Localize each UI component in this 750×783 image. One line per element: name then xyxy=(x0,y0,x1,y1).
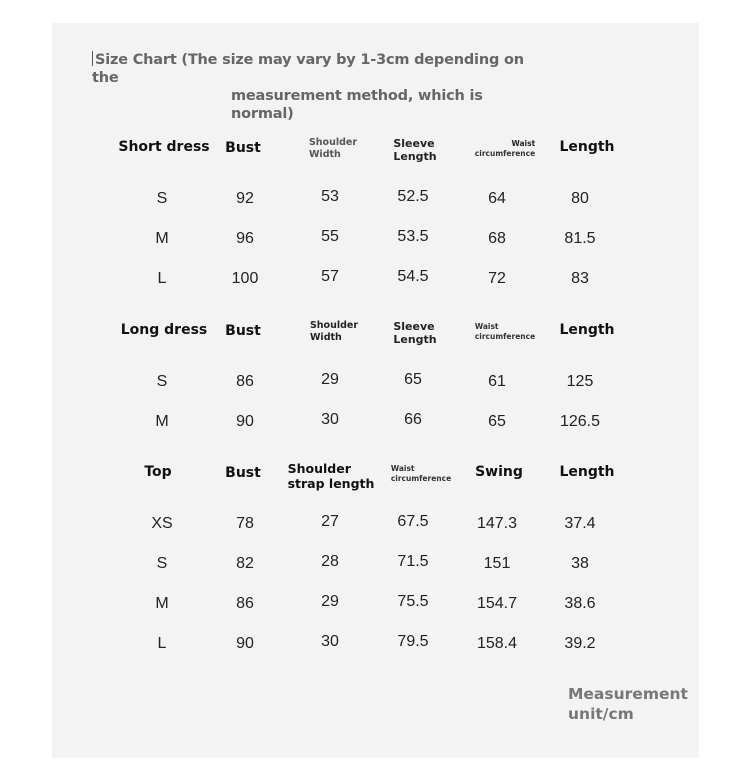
table-cell: 125 xyxy=(566,373,594,390)
table-cell: 151 xyxy=(483,555,511,572)
header-shoulder-word: Shoulder xyxy=(308,137,358,148)
table-cell: 65 xyxy=(404,371,422,388)
table-cell: 61 xyxy=(488,373,506,390)
table-cell: 29 xyxy=(321,371,339,388)
note-line-1: Measurement xyxy=(568,685,688,703)
header-bust: Bust xyxy=(225,323,261,339)
table-cell: 52.5 xyxy=(397,188,429,205)
header-sleeve-length xyxy=(393,137,436,163)
table-cell: 71.5 xyxy=(397,553,429,570)
header-waist-word: Waist xyxy=(511,139,536,148)
header-bust: Bust xyxy=(225,465,261,481)
table-cell: 37.4 xyxy=(564,515,596,532)
table-cell: 27 xyxy=(321,513,339,530)
table-cell: 100 xyxy=(231,270,259,287)
header-width-word: Width xyxy=(308,149,341,160)
table-cell: 57 xyxy=(321,268,339,285)
table-cell: 53 xyxy=(321,188,339,205)
table-cell: 29 xyxy=(321,593,339,610)
title-line-1: Size Chart (The size may vary by 1-3cm depending on the xyxy=(92,52,524,86)
table-cell: 38 xyxy=(571,555,589,572)
note-line-2: unit/cm xyxy=(568,705,634,723)
table-cell: 147.3 xyxy=(476,515,518,532)
table-cell: 38.6 xyxy=(564,595,596,612)
table-cell: 86 xyxy=(236,595,254,612)
table-cell: XS xyxy=(151,515,173,532)
header-sleeve-word: Sleeve xyxy=(393,320,435,333)
table-cell: 126.5 xyxy=(559,413,601,430)
size-chart-title xyxy=(92,51,532,123)
title-bar-marker xyxy=(92,51,93,66)
table-cell: 30 xyxy=(321,411,339,428)
header-waist-word: Waist xyxy=(390,464,415,473)
table-cell: 54.5 xyxy=(397,268,429,285)
table-cell: 72 xyxy=(488,270,506,287)
header-shoulder-word: Shoulder xyxy=(309,320,359,331)
table-cell: 65 xyxy=(488,413,506,430)
header-shoulder-strap-length xyxy=(288,461,375,491)
header-circumference-word: circumference xyxy=(474,332,536,341)
size-chart-panel xyxy=(52,23,699,758)
table-cell: M xyxy=(155,230,169,247)
table-cell: L xyxy=(157,270,167,287)
table-cell: S xyxy=(156,373,168,390)
table-cell: 79.5 xyxy=(397,633,429,650)
table-cell: 86 xyxy=(236,373,254,390)
table-cell: 64 xyxy=(488,190,506,207)
header-shoulder-width xyxy=(309,137,357,161)
header-length-word: Length xyxy=(393,333,437,346)
table-cell: 75.5 xyxy=(397,593,429,610)
header-circumference-word: circumference xyxy=(390,474,452,483)
header-length: Length xyxy=(559,139,615,155)
header-swing: Swing xyxy=(475,464,523,480)
header-shoulder-width xyxy=(310,320,358,344)
header-waist-circumference xyxy=(391,464,451,484)
table-cell: 67.5 xyxy=(397,513,429,530)
table-cell: 83 xyxy=(571,270,589,287)
measurement-unit-note xyxy=(568,684,688,724)
table-cell: 81.5 xyxy=(564,230,596,247)
section-name-top: Top xyxy=(144,464,172,480)
table-cell: 92 xyxy=(236,190,254,207)
header-waist-circumference xyxy=(475,139,535,159)
header-strap-length-words: strap length xyxy=(287,476,375,491)
table-cell: S xyxy=(156,555,168,572)
header-sleeve-length xyxy=(393,320,436,346)
table-cell: 158.4 xyxy=(476,635,518,652)
table-cell: 55 xyxy=(321,228,339,245)
table-cell: 78 xyxy=(236,515,254,532)
table-cell: 154.7 xyxy=(476,595,518,612)
table-cell: 90 xyxy=(236,635,254,652)
title-line-2: measurement method, which is normal) xyxy=(231,88,483,122)
header-length: Length xyxy=(559,464,615,480)
table-cell: 96 xyxy=(236,230,254,247)
header-bust: Bust xyxy=(225,140,261,156)
table-cell: 30 xyxy=(321,633,339,650)
table-cell: 28 xyxy=(321,553,339,570)
table-cell: 82 xyxy=(236,555,254,572)
header-sleeve-word: Sleeve xyxy=(393,137,435,150)
section-name-long-dress: Long dress xyxy=(120,322,208,338)
table-cell: 53.5 xyxy=(397,228,429,245)
header-circumference-word: circumference xyxy=(474,149,536,158)
header-width-word: Width xyxy=(309,332,342,343)
header-length-word: Length xyxy=(393,150,437,163)
table-cell: M xyxy=(155,413,169,430)
header-waist-circumference xyxy=(475,322,535,342)
header-length: Length xyxy=(559,322,615,338)
table-cell: S xyxy=(156,190,168,207)
table-cell: 90 xyxy=(236,413,254,430)
table-cell: M xyxy=(155,595,169,612)
table-cell: 66 xyxy=(404,411,422,428)
header-shoulder-word: Shoulder xyxy=(287,461,351,476)
table-cell: L xyxy=(157,635,167,652)
header-waist-word: Waist xyxy=(474,322,499,331)
table-cell: 39.2 xyxy=(564,635,596,652)
table-cell: 68 xyxy=(488,230,506,247)
table-cell: 80 xyxy=(571,190,589,207)
section-name-short-dress: Short dress xyxy=(118,139,210,155)
